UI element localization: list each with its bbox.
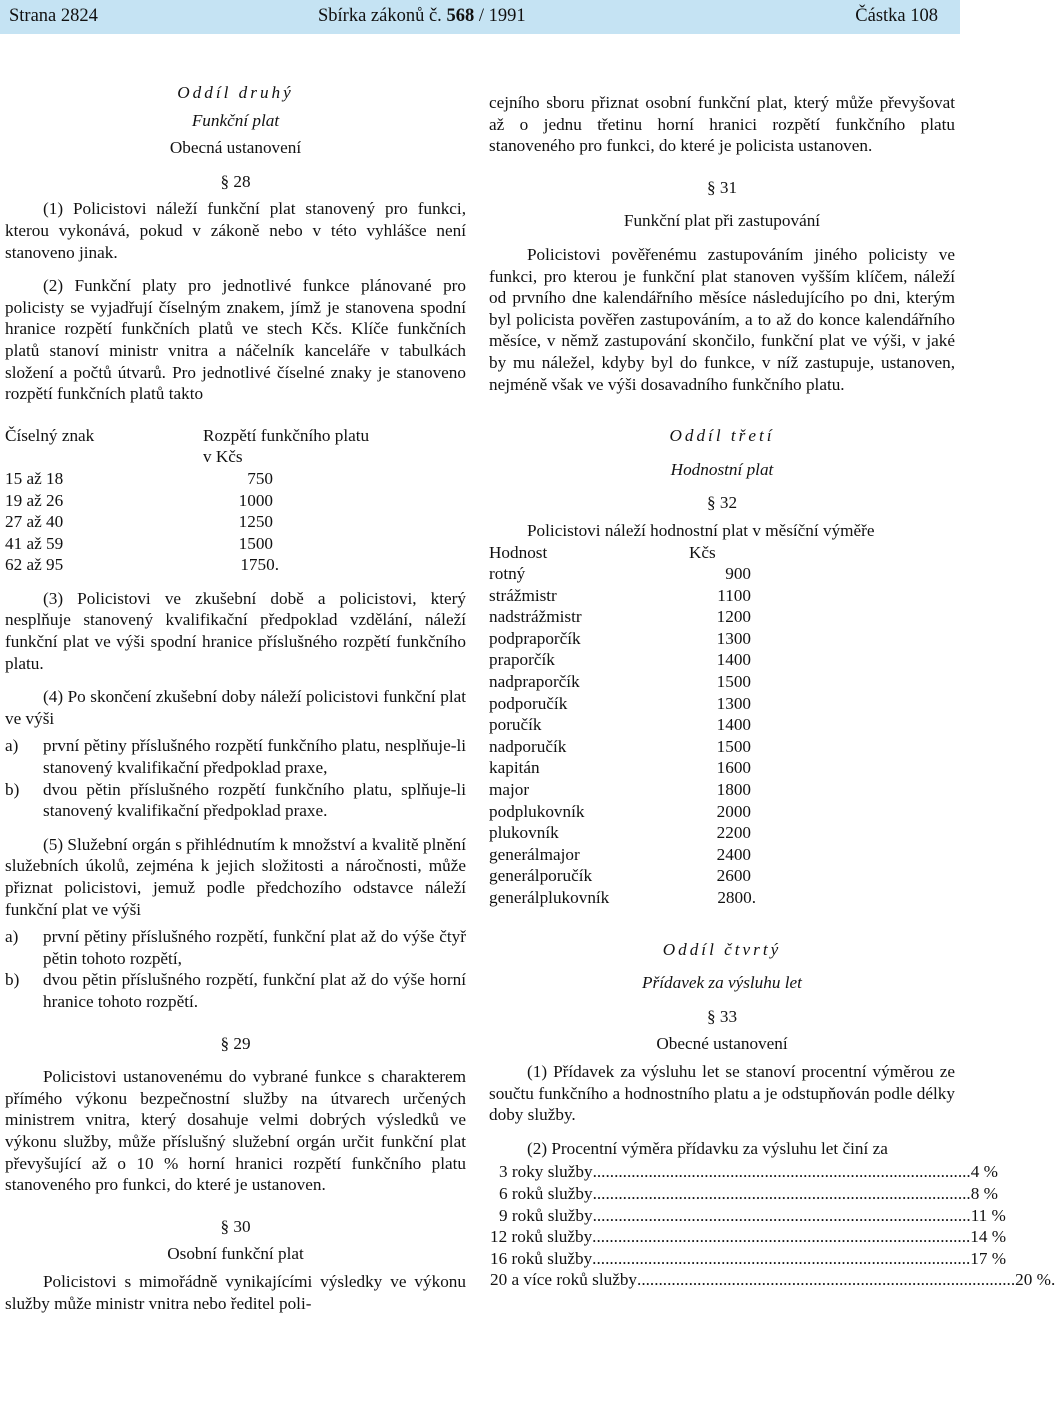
- section-title: Oddíl třetí: [669, 426, 775, 446]
- paragraph-30: Policistovi s mimořádně vynikajícími výsledky ve výkonu služby může ministr vnitra nebo ředitel poli-: [5, 1271, 466, 1313]
- table-cell-value: 1600: [716, 758, 751, 778]
- service-percent: 17 %: [970, 1248, 1007, 1268]
- table-cell-value: 1800: [716, 780, 751, 800]
- table-row: [489, 585, 955, 607]
- service-bonus-table: [489, 1161, 1055, 1291]
- paragraph-29: Policistovi ustanovenému do vybrané funkce s charakterem přímého výkonu bezpečnostní služby na útvarech určených ministrem vnitra, který dosahuje velmi dobrých výsledků ve výkonu služby, může příslušný služební orgán určit funkční plat převyšující až o 10 % horní hranici rozpětí funkčního platu stanoveného pro funkci, do které je ustanoven.: [5, 1067, 466, 1195]
- service-percent: 14 %: [970, 1227, 1007, 1247]
- leader-dots: ........................................................................................: [592, 1183, 971, 1203]
- list-item: [5, 735, 466, 778]
- section-subtitle: Hodnostní plat: [670, 459, 774, 479]
- service-percent: 11 %: [970, 1205, 1006, 1225]
- paragraph-28-3: (3) Policistovi ve zkušební době a policistovi, který nesplňuje stanovený kvalifikační předpoklad vzdělání, náleží funkční plat ve výši spodní hranice příslušného rozpětí funkčního platu.: [5, 588, 466, 673]
- table-cell-value: 1500: [716, 672, 751, 692]
- table-cell-rank: generálplukovník: [489, 888, 610, 907]
- table-row: [5, 511, 466, 533]
- table-row: [489, 628, 955, 650]
- table-cell-code: 62 až 95: [5, 555, 64, 575]
- table-header-rank: Hodnost: [489, 542, 548, 562]
- heading-substitution: Funkční plat při zastupování: [623, 211, 821, 231]
- table-cell-value: 750: [247, 468, 273, 488]
- list-text: dvou pětin příslušného rozpětí, funkční plat až do výše horní hranice tohoto rozpětí.: [43, 970, 466, 1011]
- paragraph-32: Policistovi náleží hodnostní plat v měsíční výměře: [527, 520, 875, 540]
- table-row: [489, 1269, 1055, 1291]
- service-years: 3 roky služby: [499, 1162, 593, 1182]
- left-column: [5, 82, 466, 1314]
- service-percent: 4 %: [970, 1162, 998, 1182]
- heading-general-33: Obecné ustanovení: [656, 1034, 788, 1054]
- table-row: [489, 649, 955, 671]
- law-year: / 1991: [474, 6, 526, 26]
- table-row: [5, 554, 466, 576]
- table-row: [489, 865, 955, 887]
- collection-name: Sbírka zákonů č.: [318, 6, 447, 26]
- table-cell-value: 900: [725, 564, 751, 584]
- paragraph-28-2: (2) Funkční platy pro jednotlivé funkce plánované pro policisty se vyjadřují číselným znakem, jímž je stanovena spodní hranice rozpětí funkčních platů ve stech Kčs. Klíče funkčních platů stanoví ministr vnitra a náčelník kanceláře v tabulkách složení a počtů útvarů. Pro jednotlivé číselné znaky je stanoveno rozpětí funkčních platů takto: [5, 276, 466, 404]
- table-cell-rank: poručík: [489, 715, 542, 735]
- table-row: [489, 606, 955, 628]
- leader-dots: ........................................................................................: [592, 1162, 971, 1182]
- table-cell-value: 1500: [238, 533, 273, 553]
- table-cell-value: 2800.: [717, 888, 756, 907]
- table-row: [489, 714, 955, 736]
- table-cell-value: 2200: [716, 823, 751, 843]
- table-row: [489, 779, 955, 801]
- list-item: [5, 926, 466, 969]
- rank-salary-table: [489, 542, 955, 909]
- table-cell-value: 1500: [716, 736, 751, 756]
- table-header: [489, 542, 955, 564]
- table-header-code: Číselný znak: [5, 425, 95, 445]
- heading-personal-salary: Osobní funkční plat: [167, 1244, 304, 1264]
- table-row: [489, 736, 955, 758]
- table-row: [489, 887, 955, 909]
- table-cell-rank: major: [489, 780, 530, 800]
- table-row: [489, 1226, 1007, 1248]
- list-label: b): [5, 970, 20, 990]
- table-cell-rank: praporčík: [489, 650, 555, 670]
- table-row: [5, 490, 466, 512]
- paragraph-28-1: (1) Policistovi náleží funkční plat stanovený pro funkci, kterou vykonává, pokud v zákoně nebo v této vyhlášce není stanoveno jinak.: [5, 199, 466, 262]
- paragraph-33-mark: § 33: [706, 1006, 738, 1026]
- table-cell-code: 19 až 26: [5, 490, 64, 510]
- issue-number: Částka 108: [855, 6, 938, 26]
- leader-dots: ........................................................................................: [592, 1205, 971, 1225]
- page-header: [0, 0, 960, 34]
- service-years: 20 a více roků služby: [490, 1270, 638, 1290]
- table-row: [489, 671, 955, 693]
- paragraph-32-mark: § 32: [706, 493, 738, 513]
- list-item: [5, 969, 466, 1012]
- table-row: [489, 801, 955, 823]
- table-row: [489, 757, 955, 779]
- paragraph-30-continued: cejního sboru přiznat osobní funkční plat, který může převyšovat až o jednu třetinu horní hranici rozpětí funkčního platu stanoveného pro funkci, do které je policista ustanoven.: [489, 93, 955, 156]
- table-spacer: [5, 446, 203, 468]
- paragraph-33-2: (2) Procentní výměra přídavku za výsluhu let činí za: [527, 1138, 888, 1158]
- service-years: 16 roků služby: [490, 1248, 593, 1268]
- list-label: a): [5, 927, 19, 947]
- paragraph-29-mark: § 29: [220, 1033, 251, 1053]
- paragraph-28-5: (5) Služební orgán s přihlédnutím k množství a kvalitě plnění služebních úkolů, zejména k jejich složitosti a náročnosti, může přiznat policistovi, jemuž podle předchozího odstavce náleží funkční plat ve výši: [5, 834, 466, 919]
- table-cell-rank: generálmajor: [489, 844, 580, 864]
- table-cell-code: 27 až 40: [5, 512, 64, 532]
- table-cell-code: 15 až 18: [5, 468, 64, 488]
- table-cell-value: 2000: [716, 801, 751, 821]
- table-cell-code: 41 až 59: [5, 533, 64, 553]
- table-row: [489, 822, 955, 844]
- table-cell-value: 1750.: [240, 555, 279, 575]
- law-number: 568: [446, 6, 475, 26]
- table-cell-rank: nadporučík: [489, 736, 567, 756]
- table-cell-rank: kapitán: [489, 758, 540, 778]
- section-title: Oddíl druhý: [177, 83, 294, 102]
- table-cell-value: 1400: [716, 650, 751, 670]
- table-row: [489, 1183, 998, 1205]
- table-row: [489, 1248, 1007, 1270]
- service-percent: 20 %.: [1015, 1270, 1055, 1290]
- table-cell-value: 1300: [716, 693, 751, 713]
- list-label: a): [5, 736, 19, 756]
- leader-dots: ........................................................................................: [592, 1227, 971, 1247]
- table-row: [489, 693, 955, 715]
- table-cell-value: 1200: [716, 607, 751, 627]
- list-text: první pětiny příslušného rozpětí funkčního platu, nesplňuje-li stanovený kvalifikační předpoklad praxe,: [43, 736, 466, 778]
- table-cell-value: 1250: [238, 512, 273, 532]
- table-cell-rank: podporučík: [489, 693, 568, 713]
- table-header: [5, 425, 466, 447]
- salary-range-table: [5, 425, 466, 576]
- table-row: [489, 563, 955, 585]
- list-text: dvou pětin příslušného rozpětí funkčního platu, splňuje-li stanovený kvalifikační předpoklad praxe.: [43, 779, 466, 821]
- table-cell-rank: rotný: [489, 564, 526, 584]
- leader-dots: ........................................................................................: [637, 1270, 1016, 1290]
- service-years: 6 roků služby: [499, 1183, 593, 1203]
- table-cell-value: 2400: [716, 844, 751, 864]
- list-item: [5, 779, 466, 822]
- table-row: [5, 468, 466, 490]
- paragraph-28-4: (4) Po skončení zkušební doby náleží policistovi funkční plat ve výši: [5, 687, 466, 728]
- section-subtitle: Přídavek za výsluhu let: [642, 973, 802, 993]
- section-subtitle: Funkční plat: [191, 110, 280, 130]
- table-cell-value: 1400: [716, 715, 751, 735]
- table-cell-value: 1100: [717, 585, 751, 605]
- table-row: [5, 533, 466, 555]
- paragraph-28-mark: § 28: [220, 171, 251, 191]
- table-header-unit: v Kčs: [203, 447, 243, 467]
- list-label: b): [5, 779, 20, 799]
- table-cell-rank: generálporučík: [489, 866, 593, 886]
- table-cell-rank: podpraporčík: [489, 628, 581, 648]
- paragraph-31-mark: § 31: [706, 177, 738, 197]
- paragraph-31: Policistovi pověřenému zastupováním jiného policisty ve funkci, pro kterou je funkční plat stanoven vyšším klíčem, náleží od prvního dne kalendářního měsíce následujícího po dni, kterým byl policista pověřen zastupováním, a to až do konce kalendářního měsíce, v němž zastupování skončilo, funkční plat ve výši, v jaké by mu náležel, kdyby byl do funkce, v níž zastupuje, ustanoven, nejméně však ve výši dosavadního funkčního platu.: [489, 244, 955, 394]
- collection-title: [318, 6, 526, 27]
- service-years: 9 roků služby: [499, 1205, 593, 1225]
- table-row: [489, 844, 955, 866]
- table-cell-value: 1000: [238, 490, 273, 510]
- list-text: první pětiny příslušného rozpětí, funkční plat až do výše čtyř pětin tohoto rozpětí,: [43, 927, 466, 968]
- table-header-range: Rozpětí funkčního platu: [203, 425, 370, 445]
- service-years: 12 roků služby: [490, 1227, 593, 1247]
- table-header-unit: Kčs: [689, 542, 716, 562]
- paragraph-33-1: (1) Přídavek za výsluhu let se stanoví procentní výměrou ze součtu funkčního a hodnostního platu a je odstupňován podle délky doby služby.: [489, 1061, 955, 1125]
- table-row: [489, 1161, 998, 1183]
- right-column: [489, 92, 1055, 1291]
- table-cell-rank: nadstrážmistr: [489, 607, 582, 627]
- table-cell-rank: strážmistr: [489, 585, 557, 605]
- section-title: Oddíl čtvrtý: [662, 939, 782, 959]
- table-cell-rank: podplukovník: [489, 801, 585, 821]
- table-cell-value: 1300: [716, 628, 751, 648]
- service-percent: 8 %: [970, 1183, 998, 1203]
- table-cell-rank: plukovník: [489, 823, 559, 843]
- page-number: Strana 2824: [9, 6, 98, 26]
- table-row: [489, 1205, 1006, 1227]
- table-cell-value: 2600: [716, 866, 751, 886]
- table-cell-rank: nadpraporčík: [489, 672, 580, 692]
- heading-general: Obecná ustanovení: [169, 138, 302, 158]
- paragraph-30-mark: § 30: [220, 1216, 251, 1236]
- table-header-unit-row: [5, 446, 466, 468]
- leader-dots: ........................................................................................: [592, 1248, 971, 1268]
